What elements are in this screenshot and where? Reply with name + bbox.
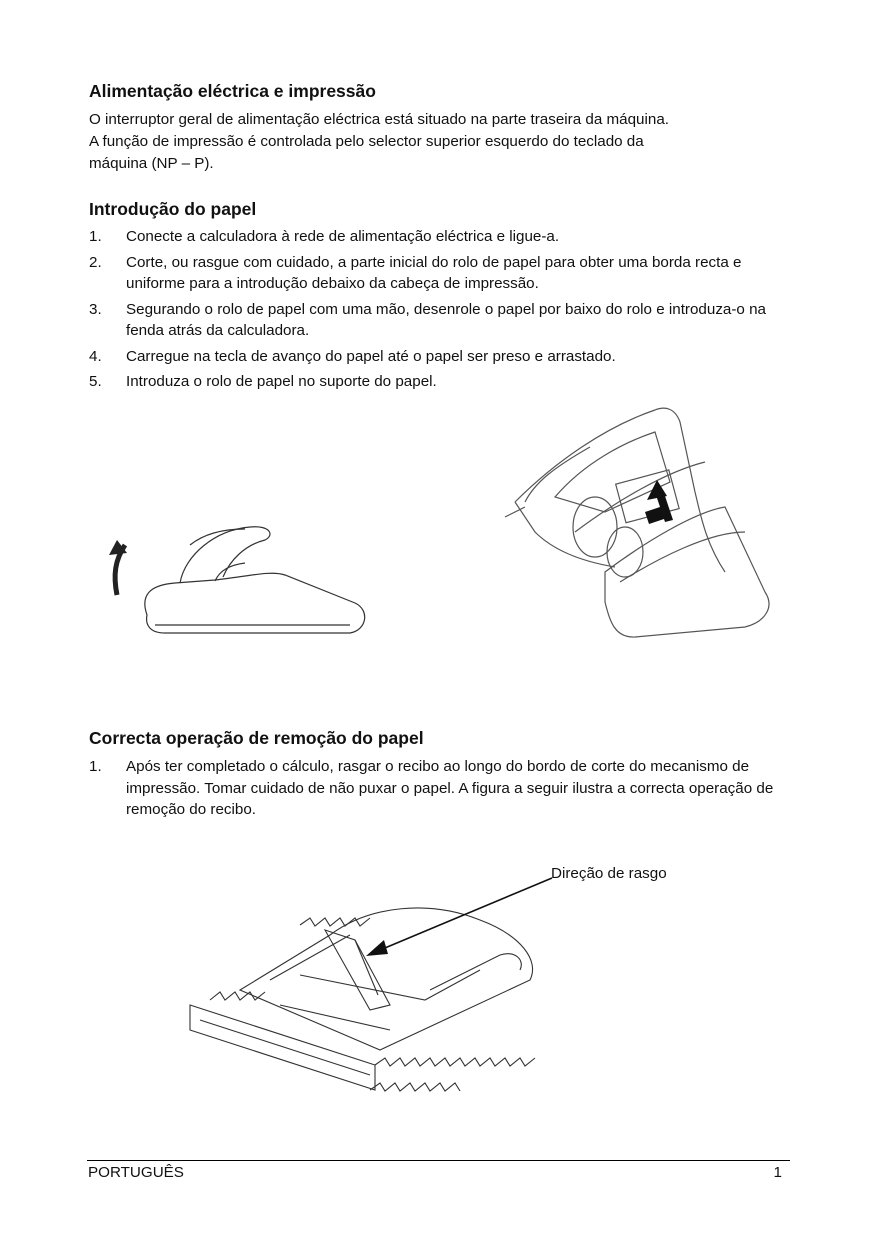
step-text: Introduza o rolo de papel no suporte do papel.: [126, 373, 437, 390]
step-number: 5.: [89, 373, 102, 390]
step-text: Corte, ou rasgue com cuidado, a parte inicial do rolo de papel para obter uma borda recta e uniforme para a introdução debaixo da cabeça de impressão.: [126, 253, 742, 292]
printer-mechanism-illustration: [495, 402, 785, 642]
section-title-power-printing: Alimentação eléctrica e impressão: [89, 81, 376, 101]
footer-divider: [87, 1160, 790, 1161]
step-number: 1.: [89, 758, 102, 775]
paragraph-line: O interruptor geral de alimentação eléctrica está situado na parte traseira da máquina.: [89, 111, 669, 128]
step-text: Conecte a calculadora à rede de alimentação eléctrica e ligue-a.: [126, 228, 560, 245]
step-text: Após ter completado o cálculo, rasgar o recibo ao longo do bordo de corte do mecanismo de impressão. Tomar cuidado de não puxar o papel. A figura a seguir ilustra a correcta operação de remoção do recibo.: [126, 758, 774, 818]
section-title-paper-removal: Correcta operação de remoção do papel: [89, 728, 424, 748]
section-title-paper-loading: Introdução do papel: [89, 199, 257, 219]
list-item: [89, 252, 766, 295]
list-item: [89, 346, 789, 368]
list-item: [89, 371, 789, 393]
page-number: 1: [773, 1164, 782, 1181]
step-number: 2.: [89, 253, 102, 271]
list-item: [89, 226, 789, 248]
power-printing-paragraph: [89, 109, 789, 175]
paragraph-line: máquina (NP – P).: [89, 155, 214, 172]
step-number: 3.: [89, 300, 102, 318]
step-text: Segurando o rolo de papel com uma mão, desenrole o papel por baixo do rolo e introduza-o na fenda atrás da calculadora.: [126, 300, 766, 339]
paragraph-line: A função de impressão é controlada pelo selector superior esquerdo do teclado da: [89, 133, 644, 150]
footer-language: PORTUGUÊS: [88, 1164, 184, 1181]
tear-direction-label: Direção de rasgo: [551, 865, 667, 882]
paper-tear-illustration: [180, 880, 600, 1110]
paper-removal-steps: [89, 756, 789, 825]
list-item: [89, 756, 796, 821]
step-number: 4.: [89, 347, 102, 365]
paper-loading-steps: [89, 226, 789, 397]
list-item: [89, 299, 766, 342]
step-text: Carregue na tecla de avanço do papel até o papel ser preso e arrastado.: [126, 347, 616, 365]
step-number: 1.: [89, 228, 102, 245]
calculator-side-illustration: [95, 515, 395, 645]
